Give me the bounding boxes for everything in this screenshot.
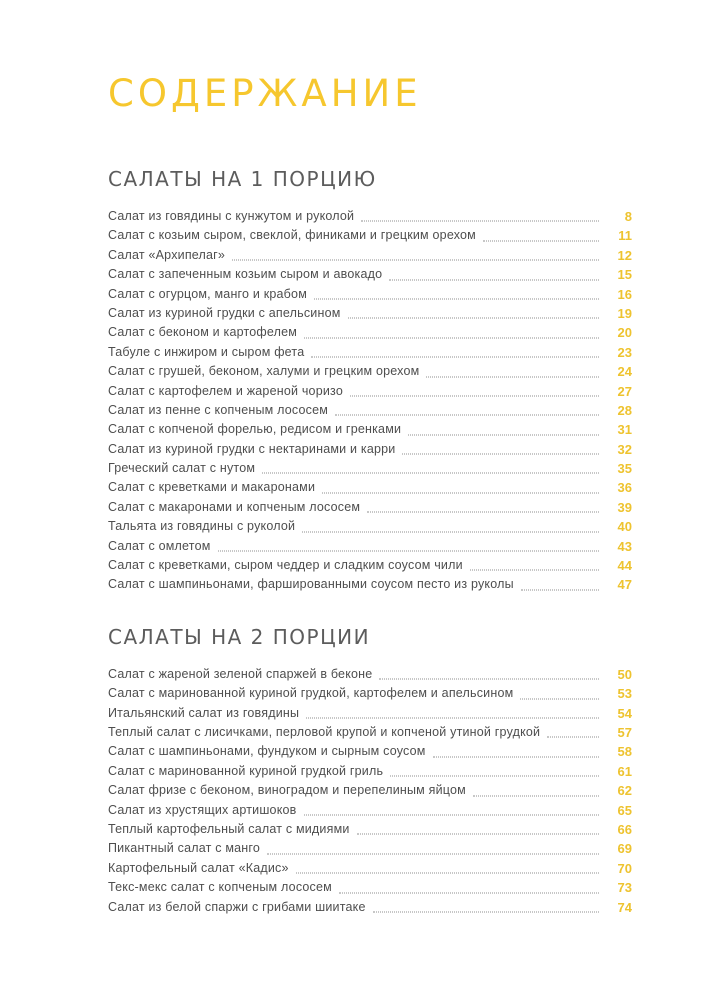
entry-page: 66 bbox=[617, 821, 632, 837]
dotted-leader bbox=[357, 815, 599, 834]
entry-title: Тальята из говядины с руколой bbox=[108, 519, 296, 534]
dotted-leader bbox=[470, 552, 599, 571]
entry-page: 57 bbox=[617, 724, 632, 740]
entry-title: Салат с беконом и картофелем bbox=[108, 325, 298, 340]
entry-title: Теплый картофельный салат с мидиями bbox=[108, 821, 350, 836]
entry-title: Салат с жареной зеленой спаржей в беконе bbox=[108, 666, 373, 681]
entry-title: Греческий салат с нутом bbox=[108, 461, 256, 476]
entry-page: 44 bbox=[617, 558, 632, 574]
entry-page: 40 bbox=[617, 519, 632, 535]
entry-page: 43 bbox=[617, 538, 632, 554]
dotted-leader bbox=[296, 854, 599, 873]
entry-page: 58 bbox=[617, 744, 632, 760]
entry-page: 24 bbox=[617, 364, 632, 380]
entry-page: 28 bbox=[617, 402, 632, 418]
toc-section bbox=[108, 625, 632, 917]
entry-title: Салат с шампиньонами, фундуком и сырным соусом bbox=[108, 744, 426, 759]
dotted-leader bbox=[520, 680, 599, 699]
entry-title: Картофельный салат «Кадис» bbox=[108, 860, 289, 875]
dotted-leader bbox=[322, 474, 599, 493]
entry-title: Салат с омлетом bbox=[108, 538, 211, 553]
toc-entry bbox=[108, 898, 632, 917]
entry-page: 8 bbox=[624, 209, 632, 224]
entry-title: Итальянский салат из говядины bbox=[108, 705, 300, 720]
dotted-leader bbox=[335, 396, 599, 415]
entry-page: 16 bbox=[617, 286, 632, 302]
entry-title: Пикантный салат с манго bbox=[108, 841, 261, 856]
dotted-leader bbox=[232, 241, 599, 260]
entry-page: 50 bbox=[617, 666, 632, 682]
entry-title: Салат из куриной грудки с нектаринами и карри bbox=[108, 441, 396, 456]
section-heading: САЛАТЫ НА 2 ПОРЦИИ bbox=[108, 624, 371, 649]
entry-title: Салат с шампиньонами, фаршированными соусом песто из руколы bbox=[108, 577, 514, 592]
dotted-leader bbox=[389, 261, 599, 280]
dotted-leader bbox=[262, 455, 599, 474]
entry-title: Салат из белой спаржи с грибами шиитаке bbox=[108, 899, 366, 914]
entry-page: 62 bbox=[617, 783, 632, 799]
entry-title: Салат фризе с беконом, виноградом и перепелиным яйцом bbox=[108, 783, 466, 798]
entry-page: 65 bbox=[617, 802, 632, 818]
dotted-leader bbox=[433, 738, 599, 757]
entry-title: Салат из пенне с копченым лососем bbox=[108, 402, 329, 417]
page-title: СОДЕРЖАНИЕ bbox=[108, 72, 422, 115]
dotted-leader bbox=[390, 757, 599, 776]
entry-title: Салат с креветками и макаронами bbox=[108, 480, 316, 495]
dotted-leader bbox=[379, 660, 599, 679]
entry-page: 31 bbox=[617, 422, 632, 438]
dotted-leader bbox=[426, 358, 599, 377]
entry-title: Салат с козьим сыром, свеклой, финиками и грецким орехом bbox=[108, 228, 476, 243]
entry-page: 53 bbox=[617, 686, 632, 702]
entry-page: 32 bbox=[617, 441, 632, 457]
entry-page: 35 bbox=[617, 461, 632, 477]
toc-entry bbox=[108, 575, 632, 594]
dotted-leader bbox=[483, 222, 599, 241]
entry-title: Салат с огурцом, манго и крабом bbox=[108, 286, 307, 301]
entry-page: 15 bbox=[617, 267, 632, 283]
entry-page: 70 bbox=[617, 860, 632, 876]
dotted-leader bbox=[373, 893, 599, 912]
toc-section bbox=[108, 167, 632, 595]
dotted-leader bbox=[304, 319, 599, 338]
entry-page: 61 bbox=[617, 763, 632, 779]
entry-page: 47 bbox=[617, 577, 632, 593]
dotted-leader bbox=[311, 338, 599, 357]
entry-title: Теплый салат с лисичками, перловой крупой и копченой утиной грудкой bbox=[108, 724, 541, 739]
entry-title: Салат из говядины с кунжутом и руколой bbox=[108, 209, 355, 223]
entry-page: 73 bbox=[617, 880, 632, 896]
dotted-leader bbox=[361, 203, 599, 222]
entry-title: Салат с картофелем и жареной чоризо bbox=[108, 383, 343, 398]
entry-title: Салат с маринованной куриной грудкой, картофелем и апельсином bbox=[108, 686, 514, 701]
dotted-leader bbox=[547, 718, 599, 737]
dotted-leader bbox=[267, 835, 599, 854]
entry-title: Текс-мекс салат с копченым лососем bbox=[108, 880, 332, 895]
dotted-leader bbox=[348, 299, 599, 318]
entry-title: Табуле с инжиром и сыром фета bbox=[108, 344, 305, 359]
dotted-leader bbox=[473, 777, 599, 796]
entry-title: Салат с маринованной куриной грудкой гриль bbox=[108, 763, 384, 778]
toc-sections bbox=[108, 167, 632, 917]
section-heading: САЛАТЫ НА 1 ПОРЦИЮ bbox=[108, 167, 377, 191]
entry-page: 36 bbox=[617, 480, 632, 496]
entry-page: 20 bbox=[617, 325, 632, 341]
entry-page: 39 bbox=[617, 499, 632, 515]
entry-page: 54 bbox=[617, 705, 632, 721]
dotted-leader bbox=[408, 416, 599, 435]
entry-title: Салат с запеченным козьим сыром и авокадо bbox=[108, 267, 383, 282]
entry-page: 11 bbox=[618, 228, 632, 244]
dotted-leader bbox=[402, 435, 599, 454]
dotted-leader bbox=[218, 532, 599, 551]
dotted-leader bbox=[304, 796, 600, 815]
entry-list bbox=[108, 665, 632, 917]
entry-title: Салат из куриной грудки с апельсином bbox=[108, 305, 341, 320]
dotted-leader bbox=[521, 571, 599, 590]
dotted-leader bbox=[302, 513, 599, 532]
entry-title: Салат «Архипелаг» bbox=[108, 247, 226, 262]
entry-page: 19 bbox=[617, 305, 632, 321]
entry-list bbox=[108, 207, 632, 595]
dotted-leader bbox=[350, 377, 599, 396]
entry-title: Салат с грушей, беконом, халуми и грецким орехом bbox=[108, 364, 420, 379]
entry-title: Салат с креветками, сыром чеддер и сладким соусом чили bbox=[108, 558, 463, 573]
entry-page: 23 bbox=[617, 344, 632, 360]
entry-page: 74 bbox=[617, 899, 632, 915]
entry-title: Салат с копченой форелью, редисом и гренками bbox=[108, 422, 402, 437]
entry-page: 69 bbox=[617, 841, 632, 857]
dotted-leader bbox=[339, 874, 599, 893]
dotted-leader bbox=[314, 280, 599, 299]
entry-page: 12 bbox=[617, 247, 632, 263]
dotted-leader bbox=[367, 493, 599, 512]
entry-title: Салат из хрустящих артишоков bbox=[108, 802, 297, 817]
entry-title: Салат с макаронами и копченым лососем bbox=[108, 499, 361, 514]
dotted-leader bbox=[306, 699, 599, 718]
entry-page: 27 bbox=[617, 383, 632, 399]
